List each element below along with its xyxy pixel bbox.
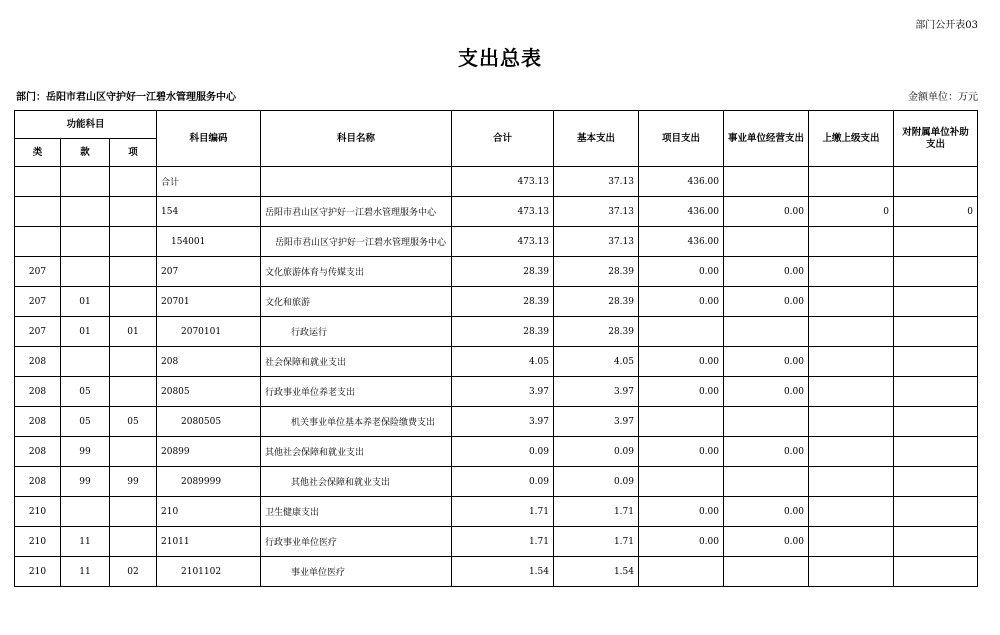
cell-xiang (110, 497, 157, 527)
cell-xiang (110, 167, 157, 197)
cell-kuan (61, 167, 110, 197)
cell-basic: 28.39 (554, 257, 639, 287)
cell-kuan: 01 (61, 317, 110, 347)
cell-upper (809, 287, 894, 317)
header-kuan: 款 (61, 139, 110, 167)
cell-code: 2080505 (157, 407, 261, 437)
cell-basic: 37.13 (554, 227, 639, 257)
table-row (15, 227, 978, 257)
header-upper: 上缴上级支出 (809, 111, 894, 167)
cell-xiang: 05 (110, 407, 157, 437)
cell-kuan: 01 (61, 287, 110, 317)
table-row (15, 497, 978, 527)
cell-basic: 0.09 (554, 437, 639, 467)
cell-upper: 0 (809, 197, 894, 227)
cell-business (724, 227, 809, 257)
cell-subsidy: 0 (894, 197, 978, 227)
cell-subsidy (894, 527, 978, 557)
cell-xiang (110, 197, 157, 227)
header-basic: 基本支出 (554, 111, 639, 167)
cell-project (639, 467, 724, 497)
cell-project: 0.00 (639, 527, 724, 557)
document-code: 部门公开表03 (915, 20, 978, 31)
cell-subsidy (894, 557, 978, 587)
cell-lei: 207 (15, 287, 61, 317)
cell-project (639, 317, 724, 347)
cell-subsidy (894, 407, 978, 437)
cell-upper (809, 167, 894, 197)
cell-subsidy (894, 467, 978, 497)
cell-total: 1.71 (452, 527, 554, 557)
cell-basic: 37.13 (554, 197, 639, 227)
cell-xiang (110, 287, 157, 317)
table-row (15, 467, 978, 497)
cell-code: 207 (157, 257, 261, 287)
cell-upper (809, 467, 894, 497)
cell-upper (809, 347, 894, 377)
cell-basic: 28.39 (554, 287, 639, 317)
header-func-group: 功能科目 (15, 111, 157, 139)
cell-project: 0.00 (639, 377, 724, 407)
table-row (15, 437, 978, 467)
cell-basic: 37.13 (554, 167, 639, 197)
cell-project: 0.00 (639, 347, 724, 377)
cell-basic: 3.97 (554, 407, 639, 437)
expenditure-table (14, 110, 978, 587)
cell-subsidy (894, 377, 978, 407)
cell-xiang (110, 257, 157, 287)
table-row (15, 257, 978, 287)
cell-lei: 210 (15, 497, 61, 527)
cell-name: 行政事业单位养老支出 (261, 377, 452, 407)
cell-name: 卫生健康支出 (261, 497, 452, 527)
cell-name: 机关事业单位基本养老保险缴费支出 (261, 407, 452, 437)
cell-subsidy (894, 227, 978, 257)
cell-kuan: 99 (61, 437, 110, 467)
cell-total: 473.13 (452, 227, 554, 257)
cell-total: 28.39 (452, 287, 554, 317)
page-title: 支出总表 (458, 46, 542, 70)
cell-upper (809, 557, 894, 587)
table-row (15, 377, 978, 407)
cell-upper (809, 437, 894, 467)
cell-name: 其他社会保障和就业支出 (261, 437, 452, 467)
cell-business (724, 557, 809, 587)
cell-total: 28.39 (452, 317, 554, 347)
cell-code: 2089999 (157, 467, 261, 497)
cell-lei: 208 (15, 377, 61, 407)
cell-project: 436.00 (639, 167, 724, 197)
cell-business: 0.00 (724, 377, 809, 407)
cell-subsidy (894, 257, 978, 287)
cell-total: 1.71 (452, 497, 554, 527)
cell-name: 行政运行 (261, 317, 452, 347)
header-code: 科目编码 (157, 111, 261, 167)
cell-total: 3.97 (452, 377, 554, 407)
cell-name: 行政事业单位医疗 (261, 527, 452, 557)
cell-total: 0.09 (452, 467, 554, 497)
cell-lei: 208 (15, 467, 61, 497)
cell-subsidy (894, 497, 978, 527)
cell-project: 0.00 (639, 287, 724, 317)
cell-code: 208 (157, 347, 261, 377)
cell-name: 文化和旅游 (261, 287, 452, 317)
cell-kuan (61, 227, 110, 257)
cell-xiang (110, 377, 157, 407)
header-lei: 类 (15, 139, 61, 167)
cell-name: 文化旅游体育与传媒支出 (261, 257, 452, 287)
table-row (15, 557, 978, 587)
cell-upper (809, 317, 894, 347)
amount-unit-label: 金额单位：万元 (908, 92, 978, 103)
cell-xiang (110, 347, 157, 377)
cell-code: 210 (157, 497, 261, 527)
cell-business: 0.00 (724, 257, 809, 287)
cell-kuan: 11 (61, 557, 110, 587)
cell-business: 0.00 (724, 497, 809, 527)
cell-code: 154001 (157, 227, 261, 257)
cell-total: 3.97 (452, 407, 554, 437)
cell-basic: 4.05 (554, 347, 639, 377)
cell-total: 28.39 (452, 257, 554, 287)
cell-kuan (61, 257, 110, 287)
cell-lei: 208 (15, 407, 61, 437)
header-name: 科目名称 (261, 111, 452, 167)
cell-name: 社会保障和就业支出 (261, 347, 452, 377)
table-row (15, 287, 978, 317)
cell-project: 0.00 (639, 497, 724, 527)
cell-code: 21011 (157, 527, 261, 557)
cell-basic: 0.09 (554, 467, 639, 497)
cell-total: 4.05 (452, 347, 554, 377)
cell-total: 0.09 (452, 437, 554, 467)
cell-code: 2070101 (157, 317, 261, 347)
cell-business: 0.00 (724, 527, 809, 557)
header-project: 项目支出 (639, 111, 724, 167)
cell-project: 436.00 (639, 227, 724, 257)
cell-code: 20805 (157, 377, 261, 407)
cell-subsidy (894, 167, 978, 197)
cell-project: 0.00 (639, 437, 724, 467)
cell-name (261, 167, 452, 197)
table-row (15, 407, 978, 437)
cell-project: 0.00 (639, 257, 724, 287)
cell-xiang: 02 (110, 557, 157, 587)
cell-basic: 28.39 (554, 317, 639, 347)
cell-basic: 1.71 (554, 527, 639, 557)
cell-upper (809, 497, 894, 527)
cell-kuan (61, 347, 110, 377)
cell-xiang (110, 437, 157, 467)
cell-subsidy (894, 437, 978, 467)
header-xiang: 项 (110, 139, 157, 167)
cell-kuan (61, 197, 110, 227)
cell-kuan: 05 (61, 407, 110, 437)
cell-lei: 210 (15, 527, 61, 557)
cell-name: 其他社会保障和就业支出 (261, 467, 452, 497)
cell-subsidy (894, 287, 978, 317)
cell-upper (809, 407, 894, 437)
cell-lei: 208 (15, 437, 61, 467)
cell-lei (15, 227, 61, 257)
header-business: 事业单位经营支出 (724, 111, 809, 167)
cell-code: 20899 (157, 437, 261, 467)
cell-business (724, 317, 809, 347)
table-row (15, 197, 978, 227)
cell-lei (15, 167, 61, 197)
cell-xiang (110, 227, 157, 257)
cell-total: 473.13 (452, 167, 554, 197)
cell-code: 154 (157, 197, 261, 227)
cell-project (639, 407, 724, 437)
table-row (15, 347, 978, 377)
cell-lei (15, 197, 61, 227)
cell-code: 合计 (157, 167, 261, 197)
cell-business (724, 467, 809, 497)
cell-basic: 1.71 (554, 497, 639, 527)
cell-upper (809, 377, 894, 407)
cell-upper (809, 257, 894, 287)
cell-kuan (61, 497, 110, 527)
cell-basic: 3.97 (554, 377, 639, 407)
cell-project: 436.00 (639, 197, 724, 227)
table-row (15, 317, 978, 347)
cell-xiang (110, 527, 157, 557)
cell-upper (809, 227, 894, 257)
cell-business: 0.00 (724, 347, 809, 377)
cell-kuan: 99 (61, 467, 110, 497)
cell-project (639, 557, 724, 587)
cell-lei: 207 (15, 317, 61, 347)
cell-code: 2101102 (157, 557, 261, 587)
cell-total: 1.54 (452, 557, 554, 587)
table-row (15, 167, 978, 197)
cell-name: 岳阳市君山区守护好一江碧水管理服务中心 (261, 227, 452, 257)
cell-business: 0.00 (724, 197, 809, 227)
cell-lei: 208 (15, 347, 61, 377)
cell-business: 0.00 (724, 437, 809, 467)
cell-subsidy (894, 317, 978, 347)
header-total: 合计 (452, 111, 554, 167)
cell-name: 事业单位医疗 (261, 557, 452, 587)
cell-business: 0.00 (724, 287, 809, 317)
table-row (15, 527, 978, 557)
cell-kuan: 05 (61, 377, 110, 407)
cell-xiang: 99 (110, 467, 157, 497)
cell-business (724, 167, 809, 197)
cell-code: 20701 (157, 287, 261, 317)
cell-business (724, 407, 809, 437)
cell-subsidy (894, 347, 978, 377)
cell-xiang: 01 (110, 317, 157, 347)
cell-total: 473.13 (452, 197, 554, 227)
cell-lei: 210 (15, 557, 61, 587)
cell-kuan: 11 (61, 527, 110, 557)
cell-basic: 1.54 (554, 557, 639, 587)
cell-lei: 207 (15, 257, 61, 287)
department-label: 部门：岳阳市君山区守护好一江碧水管理服务中心 (16, 92, 236, 103)
cell-upper (809, 527, 894, 557)
cell-name: 岳阳市君山区守护好一江碧水管理服务中心 (261, 197, 452, 227)
header-subsidy: 对附属单位补助支出 (894, 111, 978, 167)
